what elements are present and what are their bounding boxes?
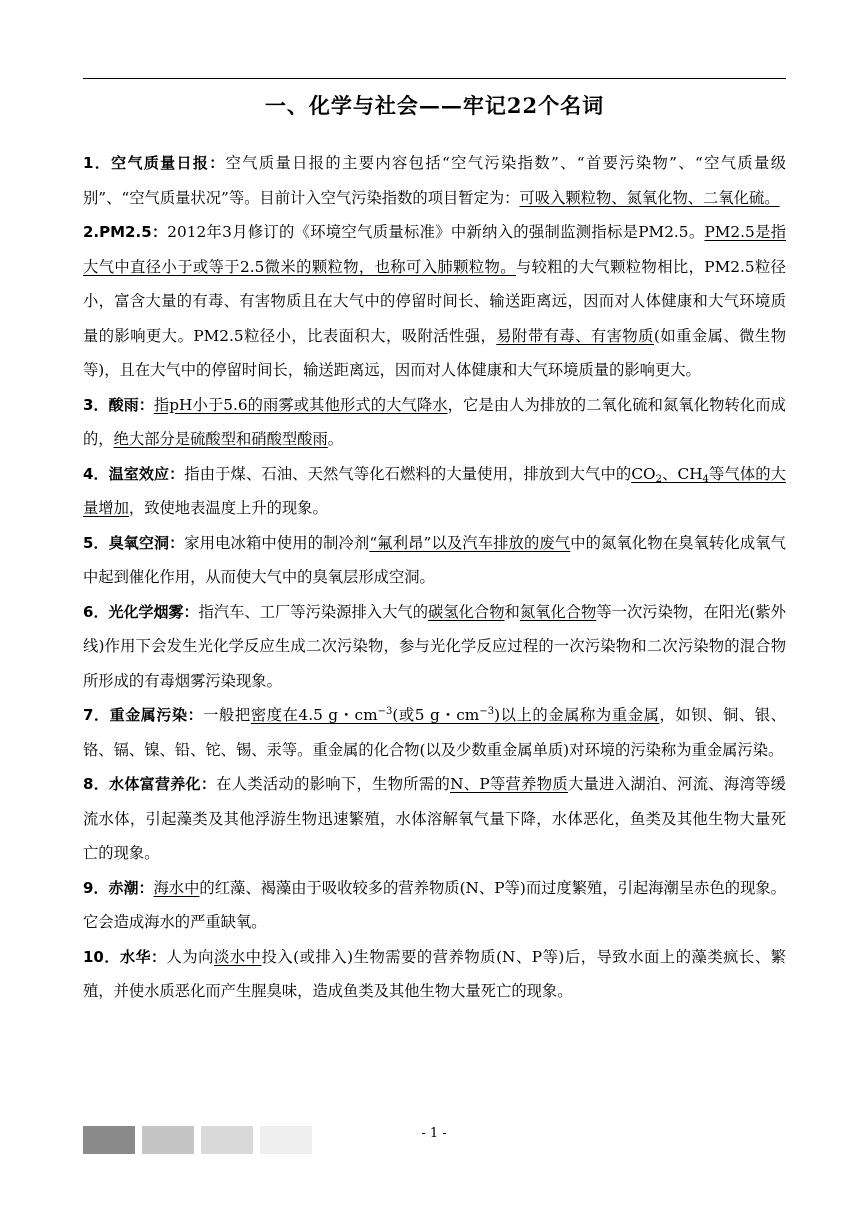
term-label: 水华： xyxy=(119,947,167,966)
item-number: 8． xyxy=(83,775,110,793)
item-text: 和 xyxy=(504,602,520,621)
item-text: ，如钡、铜、银、铬、镉、镍、铅、铊、锡、汞等。重金属的化合物(以及少数重金属单质)对环境的污染称为重金属污染。 xyxy=(83,706,786,759)
subscript: 2 xyxy=(655,473,662,485)
item-text: 人为向 xyxy=(166,947,215,966)
term-label: 光化学烟雾： xyxy=(108,602,199,621)
item-text: 在人类活动的影响下，生物所需的 xyxy=(216,775,451,793)
item-text: 大量进入湖泊、河流、海湾等缓流水体，引起藻类及其他浮游生物迅速繁殖，水体溶解氧气量下降，水体恶化，鱼类及其他生物大量死亡的现象。 xyxy=(83,775,786,862)
underlined-text: 碳氢化合物 xyxy=(428,602,505,621)
list-item-8 xyxy=(83,767,786,871)
formula-text: 、CH xyxy=(661,464,703,483)
item-number: 4． xyxy=(83,464,109,483)
term-label: 酸雨： xyxy=(108,395,154,414)
item-number: 3． xyxy=(83,395,109,414)
item-text: ，致使地表温度上升的现象。 xyxy=(128,499,328,517)
item-text: 。 xyxy=(327,430,344,448)
list-item-7 xyxy=(83,698,786,767)
list-item-1 xyxy=(83,146,786,215)
list-item-4 xyxy=(83,457,786,526)
formula-text: 密度在4.5 g・cm xyxy=(250,706,378,724)
item-number: 2. xyxy=(83,223,100,241)
subscript: 4 xyxy=(702,473,709,485)
item-text: (如重金属、微生物等)，且在大气中的停留时间长，输送距离远，因而对人体健康和大气环境质量的影响更大。 xyxy=(83,326,786,379)
item-text: 一般把 xyxy=(203,706,251,724)
item-number: 6． xyxy=(83,602,109,621)
underlined-text: 可吸入颗粒物、氮氧化物、二氧化硫。 xyxy=(519,188,780,207)
list-item-6 xyxy=(83,595,786,699)
underlined-text: 氮氧化合物 xyxy=(519,602,597,621)
item-number: 7． xyxy=(83,706,110,724)
item-text: 指汽车、工厂等污染源排入大气的 xyxy=(198,602,429,621)
underlined-text: 海水中 xyxy=(153,878,200,897)
superscript: −3 xyxy=(479,706,495,717)
term-label: PM2.5： xyxy=(99,223,168,241)
item-text: 的红藻、褐藻由于吸收较多的营养物质(N、P等)而过度繁殖，引起海潮呈赤色的现象。它会造成海水的严重缺氧。 xyxy=(83,878,786,931)
formula-text: (或5 g・cm xyxy=(392,706,480,724)
term-label: 臭氧空洞： xyxy=(108,533,185,552)
section-title: 一、化学与社会——牢记22个名词 xyxy=(264,93,605,118)
underlined-text: )以上的金属称为重金属 xyxy=(494,706,660,724)
term-label: 空气质量日报： xyxy=(111,154,226,172)
list-item-10 xyxy=(83,940,786,1009)
underlined-text: 等气体的大量增加 xyxy=(83,464,786,517)
term-label: 重金属污染： xyxy=(109,706,204,724)
item-number: 9． xyxy=(83,878,109,897)
item-text: 等一次污染物，在阳光(紫外线)作用下会发生光化学反应生成二次污染物，参与光化学反应过程的一次污染物和二次污染物的混合物所形成的有毒烟雾污染现象。 xyxy=(83,602,786,690)
list-item-9 xyxy=(83,871,786,940)
list-item-2 xyxy=(83,215,786,388)
superscript: −3 xyxy=(377,706,393,717)
item-text: 与较粗的大气颗粒物相比，PM2.5粒径小，富含大量的有毒、有害物质且在大气中的停留时间长、输送距离远，因而对人体健康和大气环境质量的影响更大。PM2.5粒径小，比表面积大，吸附活性强， xyxy=(83,257,786,345)
list-item-5 xyxy=(83,526,786,595)
term-label: 温室效应： xyxy=(108,464,185,483)
item-text: 指由于煤、石油、天然气等化石燃料的大量使用，排放到大气中的 xyxy=(184,464,632,483)
item-text: 中的氮氧化物在臭氧转化成氧气中起到催化作用，从而使大气中的臭氧层形成空洞。 xyxy=(83,533,786,586)
page-number: - 1 - xyxy=(421,1126,447,1141)
item-text: 投入(或排入)生物需要的营养物质(N、P等)后，导致水面上的藻类疯长、繁殖，并使水质恶化而产生腥臭味，造成鱼类及其他生物大量死亡的现象。 xyxy=(83,947,786,1000)
underlined-text: 淡水中 xyxy=(214,947,262,966)
underlined-text: 易附带有毒、有害物质 xyxy=(496,326,654,345)
underlined-text: 绝大部分是硫酸型和硝酸型酸雨 xyxy=(113,430,328,448)
item-number: 5． xyxy=(83,533,109,552)
item-text: 2012年3月修订的《环境空气质量标准》中新纳入的强制监测指标是PM2.5。 xyxy=(167,223,705,241)
item-text: 家用电冰箱中使用的制冷剂 xyxy=(184,533,370,552)
underlined-text: 指pH小于5.6的雨雾或其他形式的大气降水 xyxy=(153,395,448,414)
item-number: 1． xyxy=(83,154,112,172)
underlined-text: “氟利昂”以及汽车排放的废气 xyxy=(369,533,571,552)
underlined-text: N、P等营养物质 xyxy=(450,775,568,793)
header-rule xyxy=(83,78,786,79)
item-text: 空气质量日报的主要内容包括“空气污染指数”、“首要污染物”、“空气质量级别”、“空气质量状况”等。目前计入空气污染指数的项目暂定为： xyxy=(83,154,787,207)
term-label: 赤潮： xyxy=(108,878,154,897)
item-text: ，它是由人为排放的二氧化硫和氮氧化物转化而成的， xyxy=(83,395,786,448)
underlined-text: PM2.5是指大气中直径小于或等于2.5微米的颗粒物，也称可入肺颗粒物。 xyxy=(83,223,786,276)
formula-text: CO xyxy=(631,464,656,483)
document-body xyxy=(83,146,786,1009)
term-label: 水体富营养化： xyxy=(109,775,217,793)
list-item-3 xyxy=(83,388,786,457)
density-definition xyxy=(251,706,660,724)
item-number: 10． xyxy=(83,947,120,966)
